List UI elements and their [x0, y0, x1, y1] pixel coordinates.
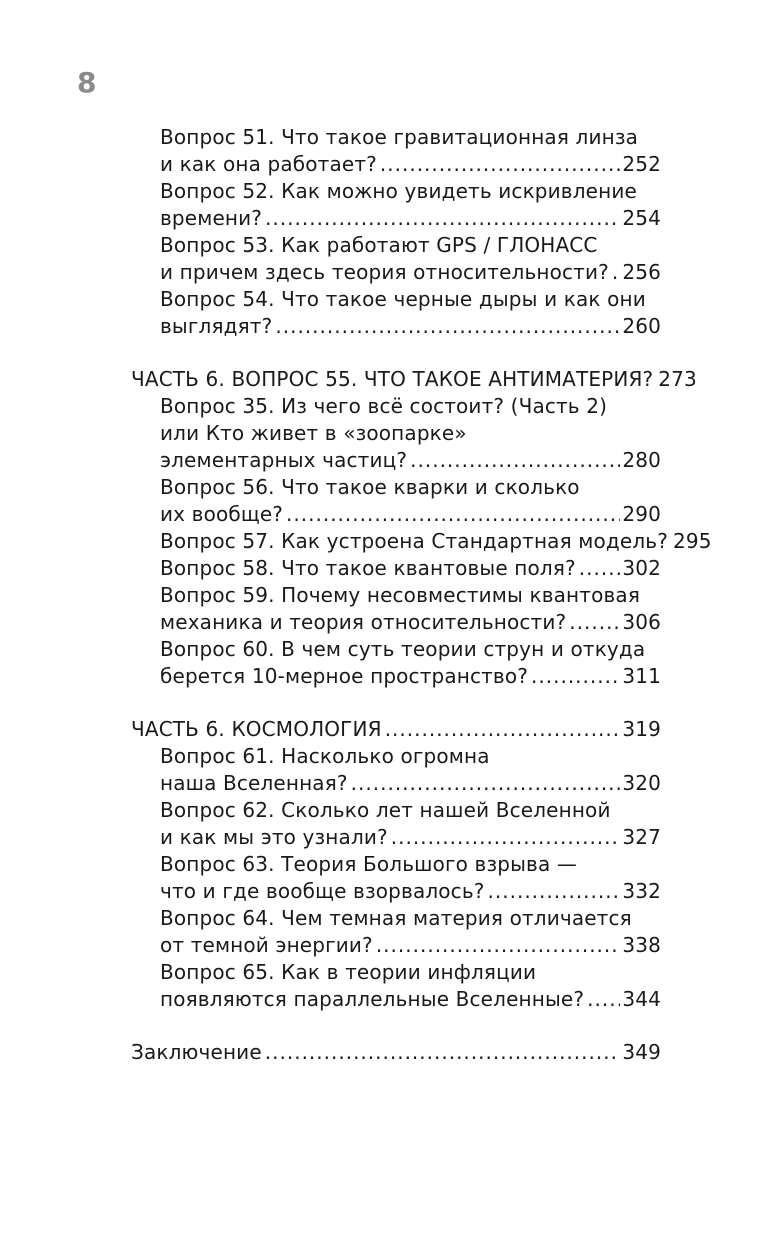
- dot-leader: [531, 663, 620, 690]
- toc-entry-text-line: выглядят?: [160, 314, 273, 338]
- dot-leader: [265, 205, 620, 232]
- toc-page-number: 302: [622, 556, 661, 580]
- dot-leader: [380, 151, 620, 178]
- toc-entry-last-line: [0, 716, 661, 743]
- toc-question-entry[interactable]: [0, 905, 768, 959]
- toc-entry-text-line: Вопрос 59. Почему несовместимы квантовая: [160, 583, 640, 607]
- toc-question-entry[interactable]: [0, 797, 768, 851]
- toc-entry-text-line: появляются параллельные Вселенные?: [160, 987, 585, 1011]
- toc-section: [0, 366, 768, 690]
- toc-entry-text-line: Вопрос 35. Из чего всё состоит? (Часть 2): [160, 394, 608, 418]
- toc-question-entry[interactable]: [0, 124, 768, 178]
- toc-page-number: 320: [622, 771, 661, 795]
- toc-entry-text-line: Вопрос 51. Что такое гравитационная линза: [160, 125, 639, 149]
- toc-entry-text-line: наша Вселенная?: [160, 771, 348, 795]
- toc-entry-last-line: [0, 447, 661, 474]
- toc-page-number: 338: [622, 933, 661, 957]
- toc-entry-last-line: [0, 205, 661, 232]
- toc-question-entry[interactable]: [0, 232, 768, 286]
- toc-entry-text-line: и причем здесь теория относительности?: [160, 260, 609, 284]
- toc-question-entry[interactable]: [0, 555, 768, 582]
- toc-entry-text-line: их вообще?: [160, 502, 284, 526]
- toc-question-entry[interactable]: [0, 582, 768, 636]
- dot-leader: [275, 313, 620, 340]
- toc-entry-last-line: [0, 555, 661, 582]
- toc-question-entry[interactable]: [0, 959, 768, 1013]
- toc-page-number: 319: [622, 717, 661, 741]
- toc-entry-text-line: Вопрос 56. Что такое кварки и сколько: [160, 475, 580, 499]
- toc-entry-text-line: Заключение: [131, 1040, 262, 1064]
- dot-leader: [579, 555, 621, 582]
- toc-entry-last-line: [0, 986, 661, 1013]
- toc-entry-text-line: механика и теория относительности?: [160, 610, 567, 634]
- dot-leader: [351, 770, 621, 797]
- toc-entry-text-line: Вопрос 65. Как в теории инфляции: [160, 960, 537, 984]
- toc-section: [0, 716, 768, 1013]
- toc-entry-text-line: Вопрос 60. В чем суть теории струн и откуда: [160, 637, 646, 661]
- toc-page-number: 311: [622, 664, 661, 688]
- toc-entry-text-line: Вопрос 63. Теория Большого взрыва —: [160, 852, 578, 876]
- toc-section: [0, 124, 768, 340]
- toc-page-number: 273: [658, 367, 697, 391]
- toc-entry-last-line: [0, 501, 661, 528]
- toc-question-entry[interactable]: [0, 851, 768, 905]
- toc-entry-last-line: [0, 932, 661, 959]
- toc-question-entry[interactable]: [0, 528, 768, 555]
- toc-entry-text-line: или Кто живет в «зоопарке»: [160, 421, 467, 445]
- toc-entry-text-line: ЧАСТЬ 6. КОСМОЛОГИЯ: [131, 717, 382, 741]
- toc-entry-text-line: Вопрос 57. Как устроена Стандартная модель?: [160, 529, 668, 553]
- dot-leader: [488, 878, 621, 905]
- toc-page-number: 252: [622, 152, 661, 176]
- toc-page-number: 290: [622, 502, 661, 526]
- toc-entry-text-line: что и где вообще взорвалось?: [160, 879, 485, 903]
- toc-question-entry[interactable]: [0, 474, 768, 528]
- page-number: 8: [77, 66, 97, 99]
- toc-part-entry[interactable]: [0, 1039, 768, 1066]
- toc-entry-text-line: элементарных частиц?: [160, 448, 408, 472]
- dot-leader: [286, 501, 620, 528]
- toc-entry-last-line: [0, 313, 661, 340]
- toc-entry-text-line: и как мы это узнали?: [160, 825, 388, 849]
- toc-part-entry[interactable]: [0, 716, 768, 743]
- toc-page-number: 332: [622, 879, 661, 903]
- toc-entry-last-line: [0, 151, 661, 178]
- toc-page-number: 349: [622, 1040, 661, 1064]
- toc-entry-last-line: [0, 259, 661, 286]
- toc-entry-text-line: ЧАСТЬ 6. ВОПРОС 55. ЧТО ТАКОЕ АНТИМАТЕРИЯ?: [131, 367, 654, 391]
- toc-page-number: 280: [622, 448, 661, 472]
- toc-page-number: 256: [622, 260, 661, 284]
- toc-question-entry[interactable]: [0, 178, 768, 232]
- dot-leader: [587, 986, 620, 1013]
- toc-page-number: 327: [622, 825, 661, 849]
- toc-entry-text-line: Вопрос 53. Как работают GPS / ГЛОНАСС: [160, 233, 598, 257]
- dot-leader: [265, 1039, 621, 1066]
- toc-page-number: 344: [622, 987, 661, 1011]
- toc-question-entry[interactable]: [0, 636, 768, 690]
- toc-page-number: 254: [622, 206, 661, 230]
- toc-entry-text-line: Вопрос 54. Что такое черные дыры и как они: [160, 287, 646, 311]
- toc-part-entry[interactable]: [0, 366, 768, 393]
- toc-entry-text-line: Вопрос 62. Сколько лет нашей Вселенной: [160, 798, 611, 822]
- dot-leader: [410, 447, 620, 474]
- toc-entry-text-line: от темной энергии?: [160, 933, 373, 957]
- toc-entry-last-line: [0, 528, 712, 555]
- toc-entry-last-line: [0, 770, 661, 797]
- toc-entry-text-line: и как она работает?: [160, 152, 377, 176]
- dot-leader: [569, 609, 620, 636]
- dot-leader: [612, 259, 621, 286]
- dot-leader: [376, 932, 621, 959]
- toc-entry-text-line: времени?: [160, 206, 263, 230]
- toc-entry-last-line: [0, 878, 661, 905]
- toc-question-entry[interactable]: [0, 393, 768, 474]
- toc-page-number: 260: [622, 314, 661, 338]
- toc-entry-last-line: [0, 366, 697, 393]
- toc-question-entry[interactable]: [0, 743, 768, 797]
- dot-leader: [385, 716, 621, 743]
- dot-leader: [391, 824, 621, 851]
- toc-entry-last-line: [0, 824, 661, 851]
- toc-page-number: 295: [672, 529, 712, 553]
- toc-entry-last-line: [0, 609, 661, 636]
- toc-entry-last-line: [0, 1039, 661, 1066]
- table-of-contents: [0, 124, 768, 1092]
- toc-entry-last-line: [0, 663, 661, 690]
- toc-section: [0, 1039, 768, 1066]
- toc-entry-text-line: Вопрос 52. Как можно увидеть искривление: [160, 179, 637, 203]
- toc-question-entry[interactable]: [0, 286, 768, 340]
- toc-entry-text-line: Вопрос 64. Чем темная материя отличается: [160, 906, 632, 930]
- toc-page-number: 306: [622, 610, 661, 634]
- toc-entry-text-line: Вопрос 58. Что такое квантовые поля?: [160, 556, 576, 580]
- toc-entry-text-line: Вопрос 61. Насколько огромна: [160, 744, 490, 768]
- toc-entry-text-line: берется 10-мерное пространство?: [160, 664, 529, 688]
